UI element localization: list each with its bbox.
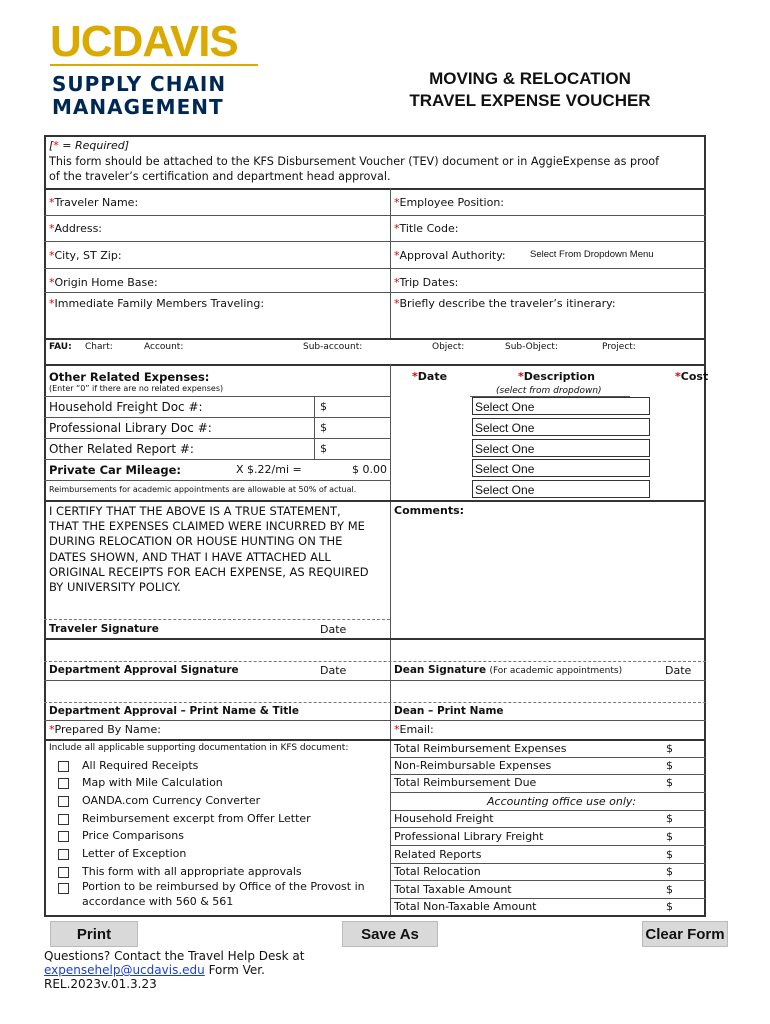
employee-position-field[interactable]: *Employee Position: (394, 196, 505, 209)
checkbox-letter-exception[interactable] (58, 849, 69, 860)
checklist-item: Portion to be reimbursed by Office of the Provost in (82, 880, 365, 893)
family-field[interactable]: *Immediate Family Members Traveling: (49, 297, 265, 310)
checklist-heading: Include all applicable supporting documentation in KFS document: (49, 743, 349, 753)
fau-account[interactable]: Account: (144, 342, 184, 352)
traveler-name-field[interactable]: *Traveler Name: (49, 196, 139, 209)
non-reimbursable-expenses: Non-Reimbursable Expenses (394, 759, 552, 772)
intro-text-2: of the traveler’s certification and department head approval. (49, 170, 391, 183)
acct-total-relocation-value[interactable]: $ (666, 865, 673, 878)
checkbox-price-comparisons[interactable] (58, 831, 69, 842)
origin-field[interactable]: *Origin Home Base: (49, 276, 158, 289)
form-version: REL.2023v.01.3.23 (44, 977, 157, 991)
checklist-item: This form with all appropriate approvals (82, 865, 302, 878)
trip-dates-field[interactable]: *Trip Dates: (394, 276, 459, 289)
checklist-item: Map with Mile Calculation (82, 776, 223, 789)
help-desk-text: Questions? Contact the Travel Help Desk at (44, 949, 305, 963)
non-reimbursable-value[interactable]: $ (666, 759, 673, 772)
dean-signature[interactable]: Dean Signature (For academic appointments) (394, 664, 623, 676)
acct-total-taxable: Total Taxable Amount (394, 883, 512, 896)
checkbox-offer-letter[interactable] (58, 814, 69, 825)
department-approval-signature[interactable]: Department Approval Signature (49, 664, 239, 676)
professional-library-doc[interactable]: Professional Library Doc #: (49, 421, 212, 435)
required-legend: [* = Required] (49, 139, 129, 152)
approval-authority-select[interactable]: Select From Dropdown Menu (530, 249, 654, 260)
library-dollar[interactable]: $ (320, 421, 327, 434)
checkbox-map[interactable] (58, 778, 69, 789)
description-select-4[interactable]: Select One (472, 459, 650, 477)
description-select-3[interactable]: Select One (472, 439, 650, 457)
total-reimbursement-due: Total Reimbursement Due (394, 776, 537, 789)
checkbox-receipts[interactable] (58, 761, 69, 772)
acct-total-non-taxable-value[interactable]: $ (666, 900, 673, 913)
other-expenses-note: (Enter “0” if there are no related expenses) (49, 384, 224, 393)
description-select-1[interactable]: Select One (472, 397, 650, 415)
save-as-button[interactable]: Save As (342, 921, 438, 947)
description-column-header: *Description (518, 370, 595, 383)
prepared-by-field[interactable]: *Prepared By Name: (49, 723, 161, 736)
total-reimbursement-expenses: Total Reimbursement Expenses (394, 742, 567, 755)
fau-subobject[interactable]: Sub-Object: (505, 342, 558, 352)
checklist-item: All Required Receipts (82, 759, 199, 772)
description-select-5[interactable]: Select One (472, 480, 650, 498)
intro-text: This form should be attached to the KFS Disbursement Voucher (TEV) document or in AggieExpense as proof (49, 155, 660, 168)
mileage-amount: $ 0.00 (352, 463, 387, 476)
fau-subaccount[interactable]: Sub-account: (303, 342, 363, 352)
ucdavis-logo: UCDAVIS (50, 17, 238, 66)
checklist-item: OANDA.com Currency Converter (82, 794, 261, 807)
title-code-field[interactable]: *Title Code: (394, 222, 459, 235)
household-dollar[interactable]: $ (320, 400, 327, 413)
total-reimbursement-due-value[interactable]: $ (666, 776, 673, 789)
acct-total-taxable-value[interactable]: $ (666, 883, 673, 896)
accounting-office-heading: Accounting office use only: (487, 795, 637, 808)
comments-field[interactable]: Comments: (394, 504, 465, 517)
dean-signature-date[interactable]: Date (665, 664, 692, 677)
help-desk-email-link[interactable]: expensehelp@ucdavis.edu (44, 963, 205, 977)
acct-related-reports-value[interactable]: $ (666, 848, 673, 861)
certification-statement: I CERTIFY THAT THE ABOVE IS A TRUE STATEMENT, THAT THE EXPENSES CLAIMED WERE INCURRED BY ME DURING RELOCATION OR HOUSE HUNTING ON THE DATES SHOWN, AND THAT I HAVE ATTACHED ALL ORIGINAL RECEIPTS FOR EACH EXPENSE, AS REQUIRED BY UNIVERSITY POLICY. (49, 504, 369, 595)
total-reimbursement-expenses-value[interactable]: $ (666, 742, 673, 755)
acct-total-non-taxable: Total Non-Taxable Amount (394, 900, 537, 913)
cost-column-header: *Cost (675, 370, 709, 383)
date-column-header: *Date (412, 370, 448, 383)
fau-label: FAU: (49, 342, 72, 352)
city-field[interactable]: *City, ST Zip: (49, 249, 122, 262)
mileage-rate: X $.22/mi = (236, 463, 302, 476)
logo-rule (50, 64, 258, 66)
acct-total-relocation: Total Relocation (394, 865, 481, 878)
department-approval-print-name[interactable]: Department Approval – Print Name & Title (49, 705, 300, 717)
checklist-item: Letter of Exception (82, 847, 187, 860)
household-freight-doc[interactable]: Household Freight Doc #: (49, 400, 203, 414)
checkbox-oanda[interactable] (58, 796, 69, 807)
dean-print-name[interactable]: Dean – Print Name (394, 705, 504, 717)
checklist-item: Reimbursement excerpt from Offer Letter (82, 812, 311, 825)
fau-project[interactable]: Project: (602, 342, 636, 352)
reimbursement-note: Reimbursements for academic appointments are allowable at 50% of actual. (49, 485, 357, 494)
address-field[interactable]: *Address: (49, 222, 103, 235)
form-title: MOVING & RELOCATION TRAVEL EXPENSE VOUCHER (409, 69, 651, 110)
fau-object[interactable]: Object: (432, 342, 465, 352)
checklist-item: Price Comparisons (82, 829, 184, 842)
acct-related-reports: Related Reports (394, 848, 482, 861)
checkbox-form-approvals[interactable] (58, 867, 69, 878)
checkbox-provost[interactable] (58, 883, 69, 894)
print-button[interactable]: Print (50, 921, 138, 947)
select-hint: (select from dropdown) (496, 386, 602, 396)
email-field[interactable]: *Email: (394, 723, 434, 736)
logo-subtitle: SUPPLY CHAIN MANAGEMENT (52, 72, 227, 119)
traveler-signature[interactable]: Traveler Signature (49, 623, 159, 635)
acct-household-freight: Household Freight (394, 812, 494, 825)
fau-chart[interactable]: Chart: (85, 342, 113, 352)
other-related-report[interactable]: Other Related Report #: (49, 442, 194, 456)
acct-professional-library-value[interactable]: $ (666, 830, 673, 843)
department-signature-date[interactable]: Date (320, 664, 347, 677)
private-car-mileage[interactable]: Private Car Mileage: (49, 463, 181, 477)
acct-professional-library: Professional Library Freight (394, 830, 544, 843)
report-dollar[interactable]: $ (320, 442, 327, 455)
itinerary-field[interactable]: *Briefly describe the traveler’s itinerary: (394, 297, 616, 310)
other-expenses-heading: Other Related Expenses: (49, 370, 210, 384)
acct-household-freight-value[interactable]: $ (666, 812, 673, 825)
approval-authority-label: *Approval Authority: (394, 249, 506, 262)
footer-line2: expensehelp@ucdavis.edu Form Ver. (44, 963, 265, 977)
traveler-signature-date[interactable]: Date (320, 623, 347, 636)
clear-form-button[interactable]: Clear Form (642, 921, 728, 947)
description-select-2[interactable]: Select One (472, 418, 650, 436)
checklist-item-continued: accordance with 560 & 561 (82, 895, 234, 908)
